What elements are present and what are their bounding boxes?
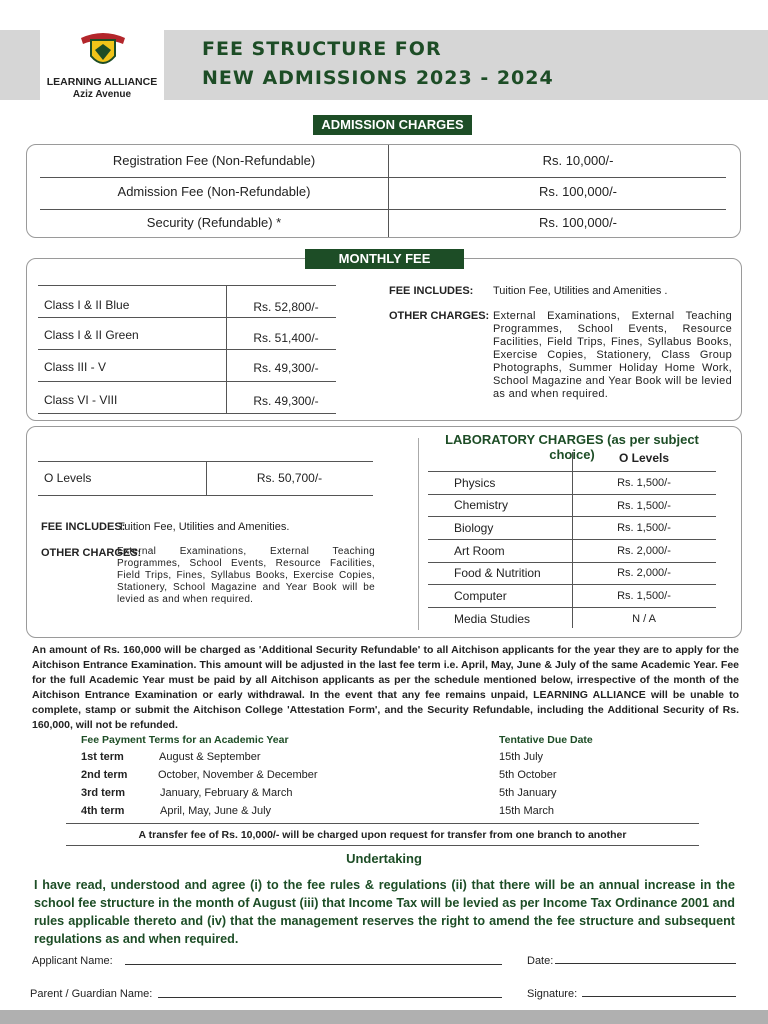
row-divider	[40, 209, 726, 210]
row-divider	[38, 317, 336, 318]
row-divider	[38, 413, 336, 414]
olevels-label: O Levels	[44, 471, 92, 485]
term-due: 15th July	[499, 751, 544, 763]
lab-subject: Food & Nutrition	[454, 566, 541, 580]
row-divider	[428, 562, 716, 563]
lab-subject: Media Studies	[454, 612, 531, 626]
page-title-line2: NEW ADMISSIONS 2023 - 2024	[202, 67, 554, 89]
term-label: 3rd term	[81, 787, 126, 799]
admission-label: Admission Fee (Non-Refundable)	[117, 184, 311, 199]
footer-band	[0, 1010, 768, 1024]
other-charges-label: OTHER CHARGES:	[389, 310, 490, 322]
admission-heading: ADMISSION CHARGES	[313, 115, 472, 135]
page-title-line1: FEE STRUCTURE FOR	[202, 38, 442, 60]
due-date-heading: Tentative Due Date	[499, 734, 593, 746]
admission-amount: Rs. 100,000/-	[538, 215, 618, 230]
admission-amount: Rs. 10,000/-	[542, 153, 614, 168]
lab-heading: LABORATORY CHARGES (as per subject choice)	[445, 432, 699, 462]
row-divider	[428, 584, 716, 585]
class-amount: Rs. 49,300/-	[253, 361, 319, 375]
applicant-name-field[interactable]	[125, 964, 502, 965]
lab-subject: Physics	[454, 476, 496, 490]
monthly-table-top	[38, 285, 336, 286]
class-amount: Rs. 51,400/-	[253, 331, 319, 345]
payment-terms-heading: Fee Payment Terms for an Academic Year	[81, 734, 289, 746]
undertaking-text: I have read, understood and agree (i) to the fee rules & regulations (ii) that there will be an annual increase in the school fee structure in the month of August (iii) that Income Tax will be levied as per Income Tax Ordinance 2001 and rules applicable thereto and (iv) that the management reserves the right to amend the fee structure and subsequent regulations as and when required.	[34, 878, 735, 946]
class-label: Class I & II Blue	[44, 298, 130, 312]
lab-amount: Rs. 1,500/-	[617, 590, 671, 602]
lab-separator	[418, 438, 419, 630]
signature-label: Signature:	[527, 988, 578, 1000]
guardian-name-field[interactable]	[158, 997, 502, 998]
class-amount: Rs. 52,800/-	[253, 300, 319, 314]
signature-field[interactable]	[582, 996, 736, 997]
lab-amount: Rs. 1,500/-	[617, 477, 671, 489]
date-field[interactable]	[555, 963, 736, 964]
branch-name: Aziz Avenue	[72, 89, 132, 100]
other-charges-text: External Examinations, External Teaching Programmes, School Events, Resource Facilities, Field Trips, Fines, Syllabus Books, Exercise Copies, Stationery, School Magazine and Year Book will be levied as and when required.	[117, 546, 375, 605]
admission-amount: Rs. 100,000/-	[538, 184, 618, 199]
lab-subject: Art Room	[454, 544, 505, 558]
lab-subject: Biology	[454, 521, 494, 535]
class-label: Class VI - VIII	[44, 393, 118, 407]
crest-logo-icon	[77, 30, 129, 72]
lab-subject: Chemistry	[454, 498, 509, 512]
term-months: January, February & March	[160, 787, 293, 799]
other-charges-text: External Examinations, External Teaching Programmes, School Events, Resource Facilities, Field Trips, Fines, Syllabus Books, Exercise Copies, Stationery, Class Group Photographs, Summer Holiday Home Work, School Magazine and Year Book will be levied as and when required.	[493, 310, 732, 400]
transfer-note: A transfer fee of Rs. 10,000/- will be charged upon request for transfer from one branch to another	[138, 829, 627, 841]
row-divider	[428, 539, 716, 540]
row-divider	[38, 349, 336, 350]
term-due: 5th January	[499, 787, 557, 799]
lab-subject: Computer	[454, 589, 507, 603]
class-amount: Rs. 49,300/-	[253, 394, 319, 408]
term-label: 1st term	[81, 751, 124, 763]
undertaking-heading: Undertaking	[346, 851, 422, 866]
term-label: 2nd term	[81, 769, 128, 781]
admission-label: Registration Fee (Non-Refundable)	[112, 153, 316, 168]
term-months: October, November & December	[158, 769, 318, 781]
olevels-amount: Rs. 50,700/-	[256, 471, 323, 485]
org-name: LEARNING ALLIANCE	[46, 76, 158, 88]
fee-includes-text: Tuition Fee, Utilities and Amenities .	[493, 285, 668, 297]
row-divider	[428, 471, 716, 472]
transfer-bottom-line	[66, 845, 699, 846]
term-months: April, May, June & July	[160, 805, 272, 817]
olevels-table-bottom	[38, 495, 373, 496]
class-label: Class III - V	[44, 360, 107, 374]
logo-area	[40, 28, 164, 102]
term-due: 5th October	[499, 769, 557, 781]
fee-includes-label: FEE INCLUDES:	[389, 285, 474, 297]
term-months: August & September	[159, 751, 261, 763]
guardian-name-label: Parent / Guardian Name:	[30, 988, 153, 1000]
applicant-name-label: Applicant Name:	[32, 955, 113, 967]
row-divider	[428, 607, 716, 608]
lab-amount: Rs. 2,000/-	[617, 567, 671, 579]
fee-includes-text: Tuition Fee, Utilities and Amenities.	[118, 521, 290, 533]
other-charges-label: OTHER CHARGES:	[41, 547, 142, 559]
row-divider	[38, 381, 336, 382]
row-divider	[428, 494, 716, 495]
lab-column-heading: O Levels	[618, 451, 670, 465]
lab-amount: N / A	[632, 613, 656, 625]
aitchison-notice: An amount of Rs. 160,000 will be charged as 'Additional Security Refundable' to all Aitchison applicants for the year they are to apply for the Aitchison Entrance Examination. This amount will be adjusted in the last fee term i.e. April, May, June & July of the same Academic Year. Fee for the full Academic Year must be paid by all Aitchison applicants as per the schedule mentioned below, irrespective of the month of the Aitchison Entrance Examination or early withdrawal. In the event that any fee remains unpaid, LEARNING ALLIANCE will be unable to complete, stamp or submit the Aitchison College 'Attestation Form', and the Security Refundable, including the Additional Security of Rs. 160,000, will not be refunded.	[32, 644, 739, 731]
fee-includes-label: FEE INCLUDES:	[41, 521, 126, 533]
date-label: Date:	[527, 955, 554, 967]
term-due: 15th March	[499, 805, 555, 817]
admission-label: Security (Refundable) *	[146, 215, 282, 230]
row-divider	[428, 516, 716, 517]
transfer-top-line	[66, 823, 699, 824]
lab-amount: Rs. 1,500/-	[617, 500, 671, 512]
term-label: 4th term	[81, 805, 125, 817]
lab-amount: Rs. 1,500/-	[617, 522, 671, 534]
class-label: Class I & II Green	[44, 328, 139, 342]
row-divider	[40, 177, 726, 178]
monthly-heading: MONTHLY FEE	[305, 249, 464, 269]
lab-amount: Rs. 2,000/-	[617, 545, 671, 557]
